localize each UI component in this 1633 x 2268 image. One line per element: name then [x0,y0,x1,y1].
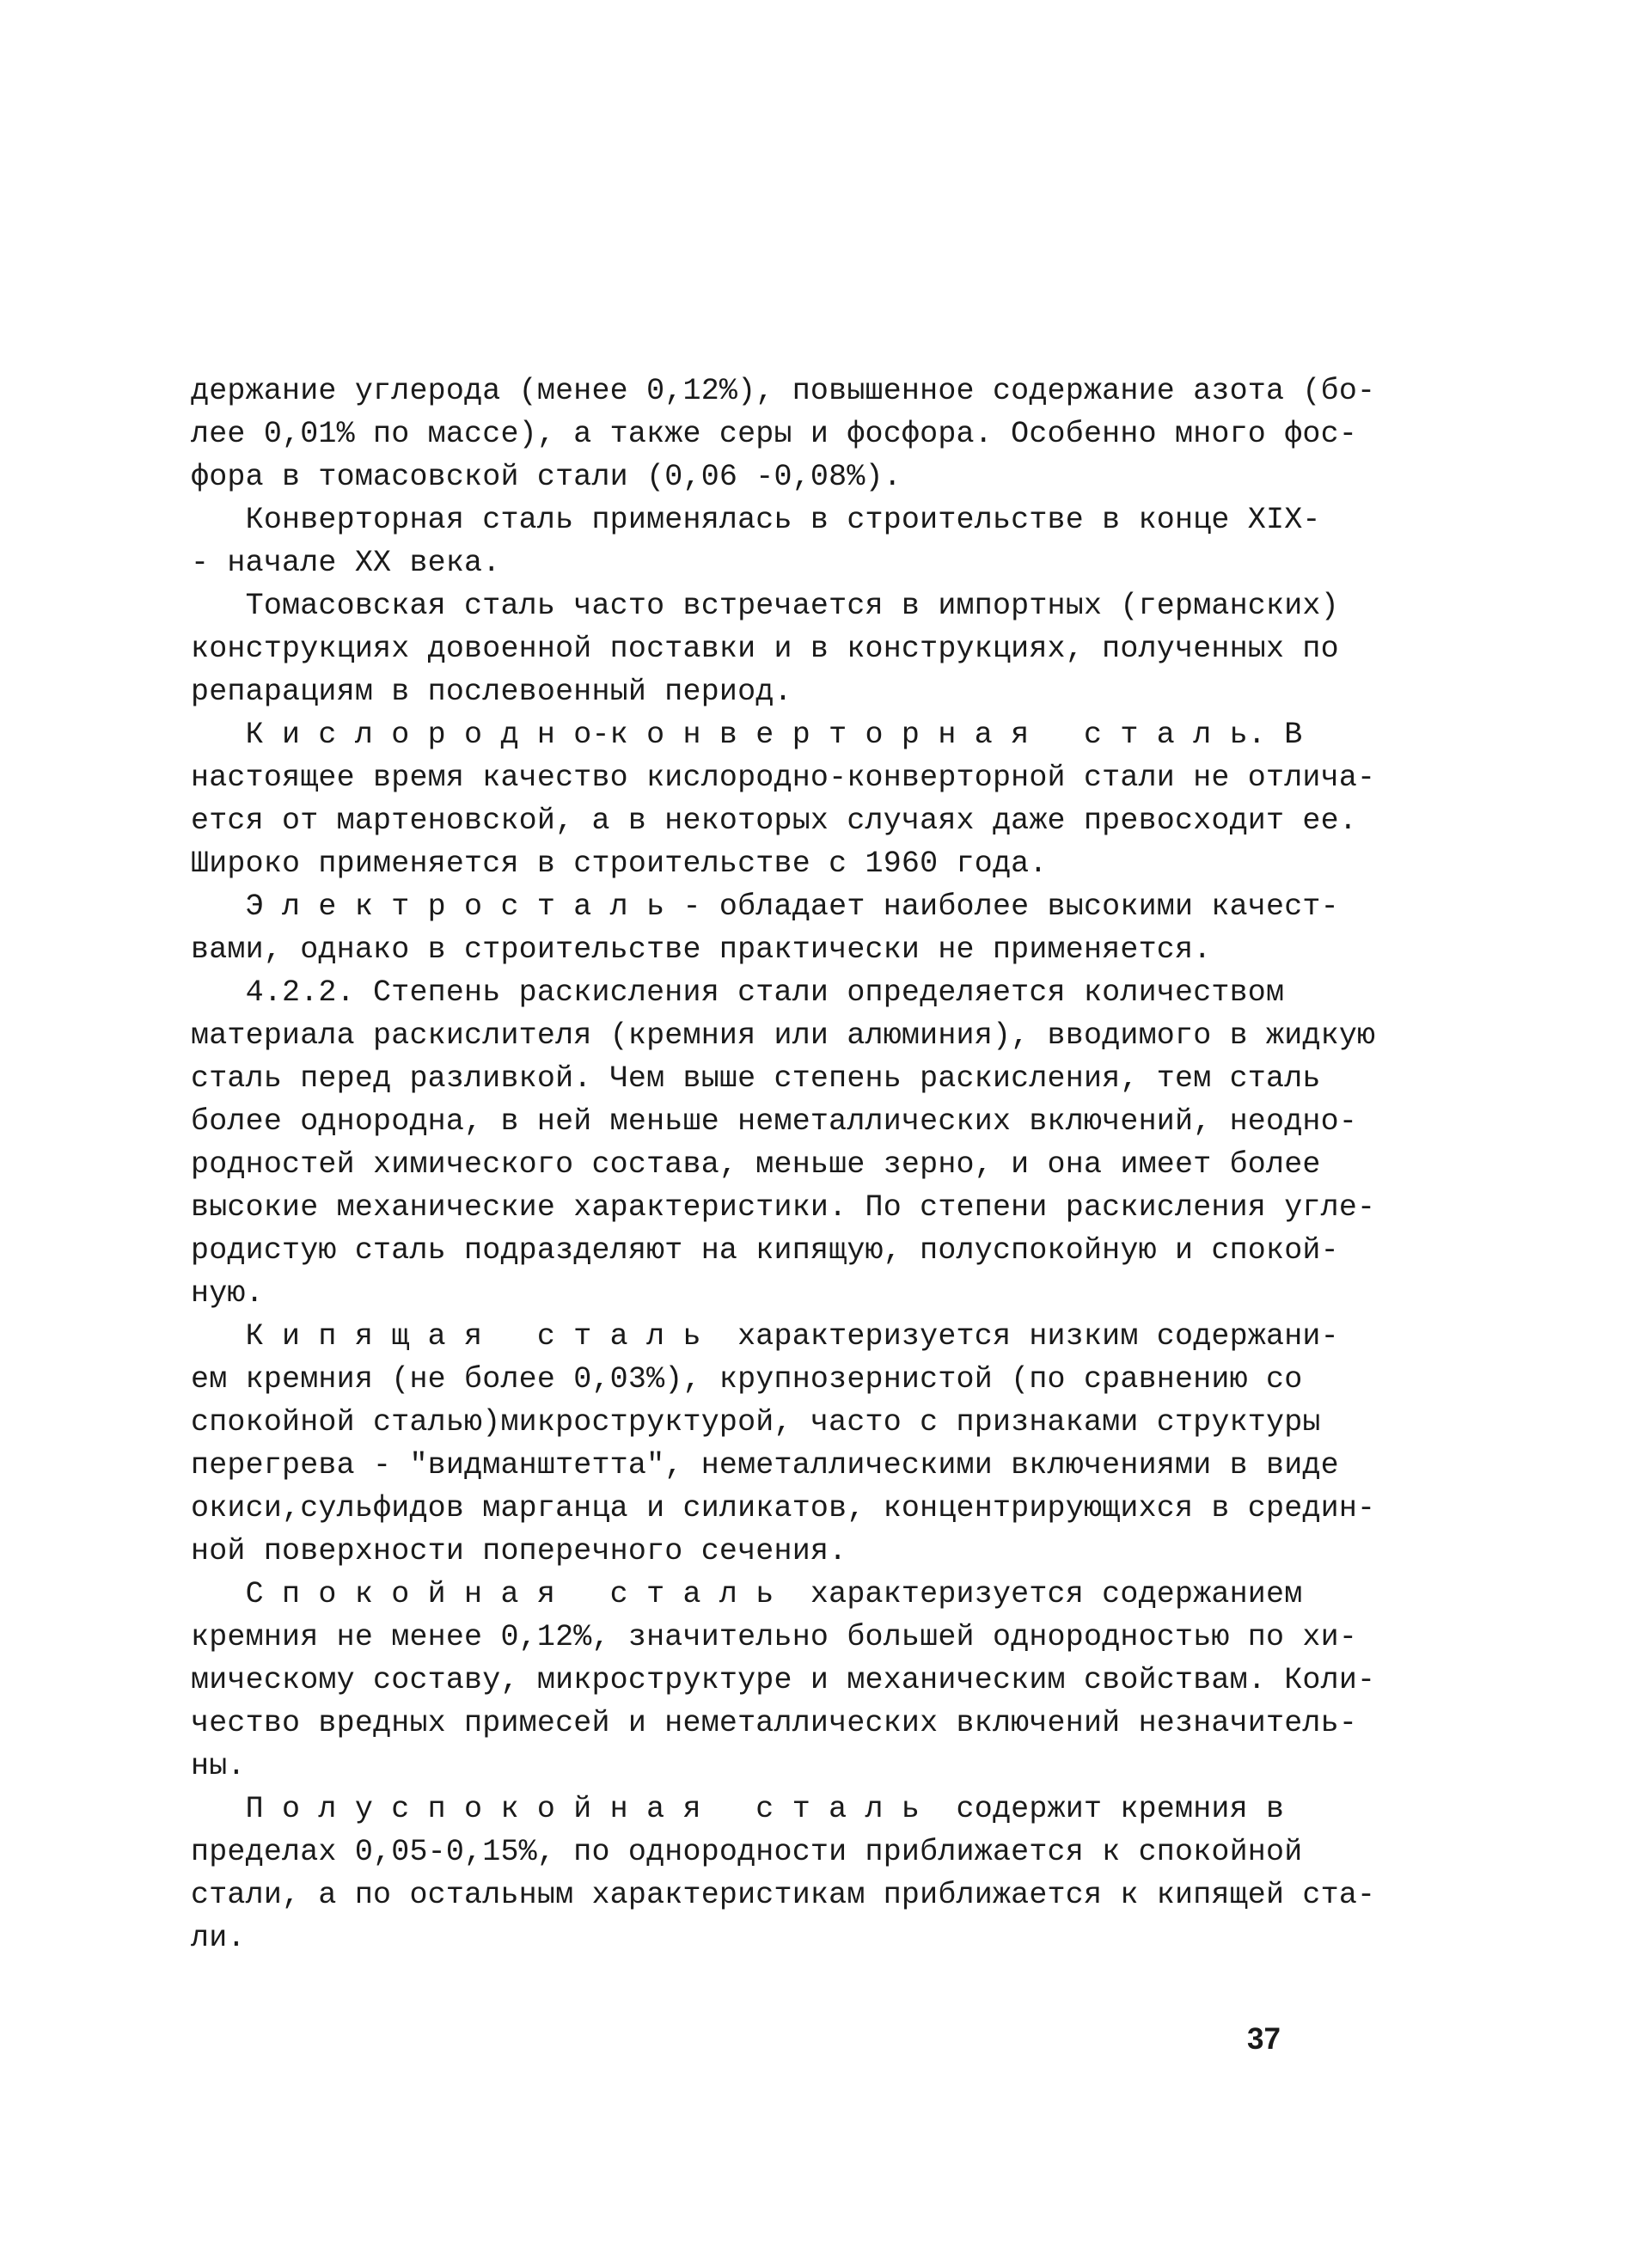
text-line: К и с л о р о д н о-к о н в е р т о р н а я с т а л ь. В [191,718,1303,752]
text-line: ную. [191,1276,264,1311]
text-line: спокойной сталью)микроструктурой, часто с признаками структуры [191,1405,1321,1440]
text-line: мическому составу, микроструктуре и механическим свойствам. Коли- [191,1663,1376,1697]
text-line: репарациям в послевоенный период. [191,675,792,709]
text-line: кремния не менее 0,12%, значительно большей однородностью по хи- [191,1620,1358,1654]
page-number: 37 [1247,2022,1281,2056]
text-line: 4.2.2. Степень раскисления стали определяется количеством [191,975,1285,1010]
text-line: лее 0,01% по массе), а также серы и фосфора. Особенно много фос- [191,417,1358,451]
text-line: окиси,сульфидов марганца и силикатов, концентрирующихся в средин- [191,1491,1376,1525]
text-line: держание углерода (менее 0,12%), повышенное содержание азота (бо- [191,374,1376,408]
text-line: перегрева - "видманштетта", неметаллическими включениями в виде [191,1448,1339,1482]
text-line: Конверторная сталь применялась в строительстве в конце XIX- [191,503,1321,537]
text-line: ем кремния (не более 0,03%), крупнозернистой (по сравнению со [191,1362,1303,1397]
text-line: Томасовская сталь часто встречается в импортных (германских) [191,589,1339,623]
text-line: родностей химического состава, меньше зерно, и она имеет более [191,1147,1321,1182]
text-line: - начале XX века. [191,546,501,580]
text-line: родистую сталь подразделяют на кипящую, полуспокойную и спокой- [191,1233,1339,1268]
text-line: стали, а по остальным характеристикам приближается к кипящей ста- [191,1878,1376,1912]
text-line: настоящее время качество кислородно-конверторной стали не отлича- [191,761,1376,795]
text-line: вами, однако в строительстве практически не применяется. [191,932,1212,967]
text-line: С п о к о й н а я с т а л ь характеризуется содержанием [191,1577,1303,1611]
text-line: ны. [191,1749,246,1783]
text-line: П о л у с п о к о й н а я с т а л ь содержит кремния в [191,1792,1285,1826]
body-text [191,370,1376,1959]
text-line: более однородна, в ней меньше неметаллических включений, неодно- [191,1104,1358,1139]
text-line: фора в томасовской стали (0,06 -0,08%). [191,460,902,494]
text-line: конструкциях довоенной поставки и в конструкциях, полученных по [191,632,1339,666]
text-line: ли. [191,1921,246,1955]
text-line: пределах 0,05-0,15%, по однородности приближается к спокойной [191,1835,1303,1869]
text-line: чество вредных примесей и неметаллических включений незначитель- [191,1706,1358,1740]
text-line: ной поверхности поперечного сечения. [191,1534,847,1568]
text-line: материала раскислителя (кремния или алюминия), вводимого в жидкую [191,1018,1376,1053]
text-line: высокие механические характеристики. По степени раскисления угле- [191,1190,1376,1225]
text-line: К и п я щ а я с т а л ь характеризуется низким содержани- [191,1319,1339,1354]
text-line: ется от мартеновской, а в некоторых случаях даже превосходит ее. [191,804,1358,838]
text-line: Э л е к т р о с т а л ь - обладает наиболее высокими качест- [191,889,1339,924]
text-line: сталь перед разливкой. Чем выше степень раскисления, тем сталь [191,1061,1321,1096]
text-line: Широко применяется в строительстве с 1960 года. [191,847,1048,881]
